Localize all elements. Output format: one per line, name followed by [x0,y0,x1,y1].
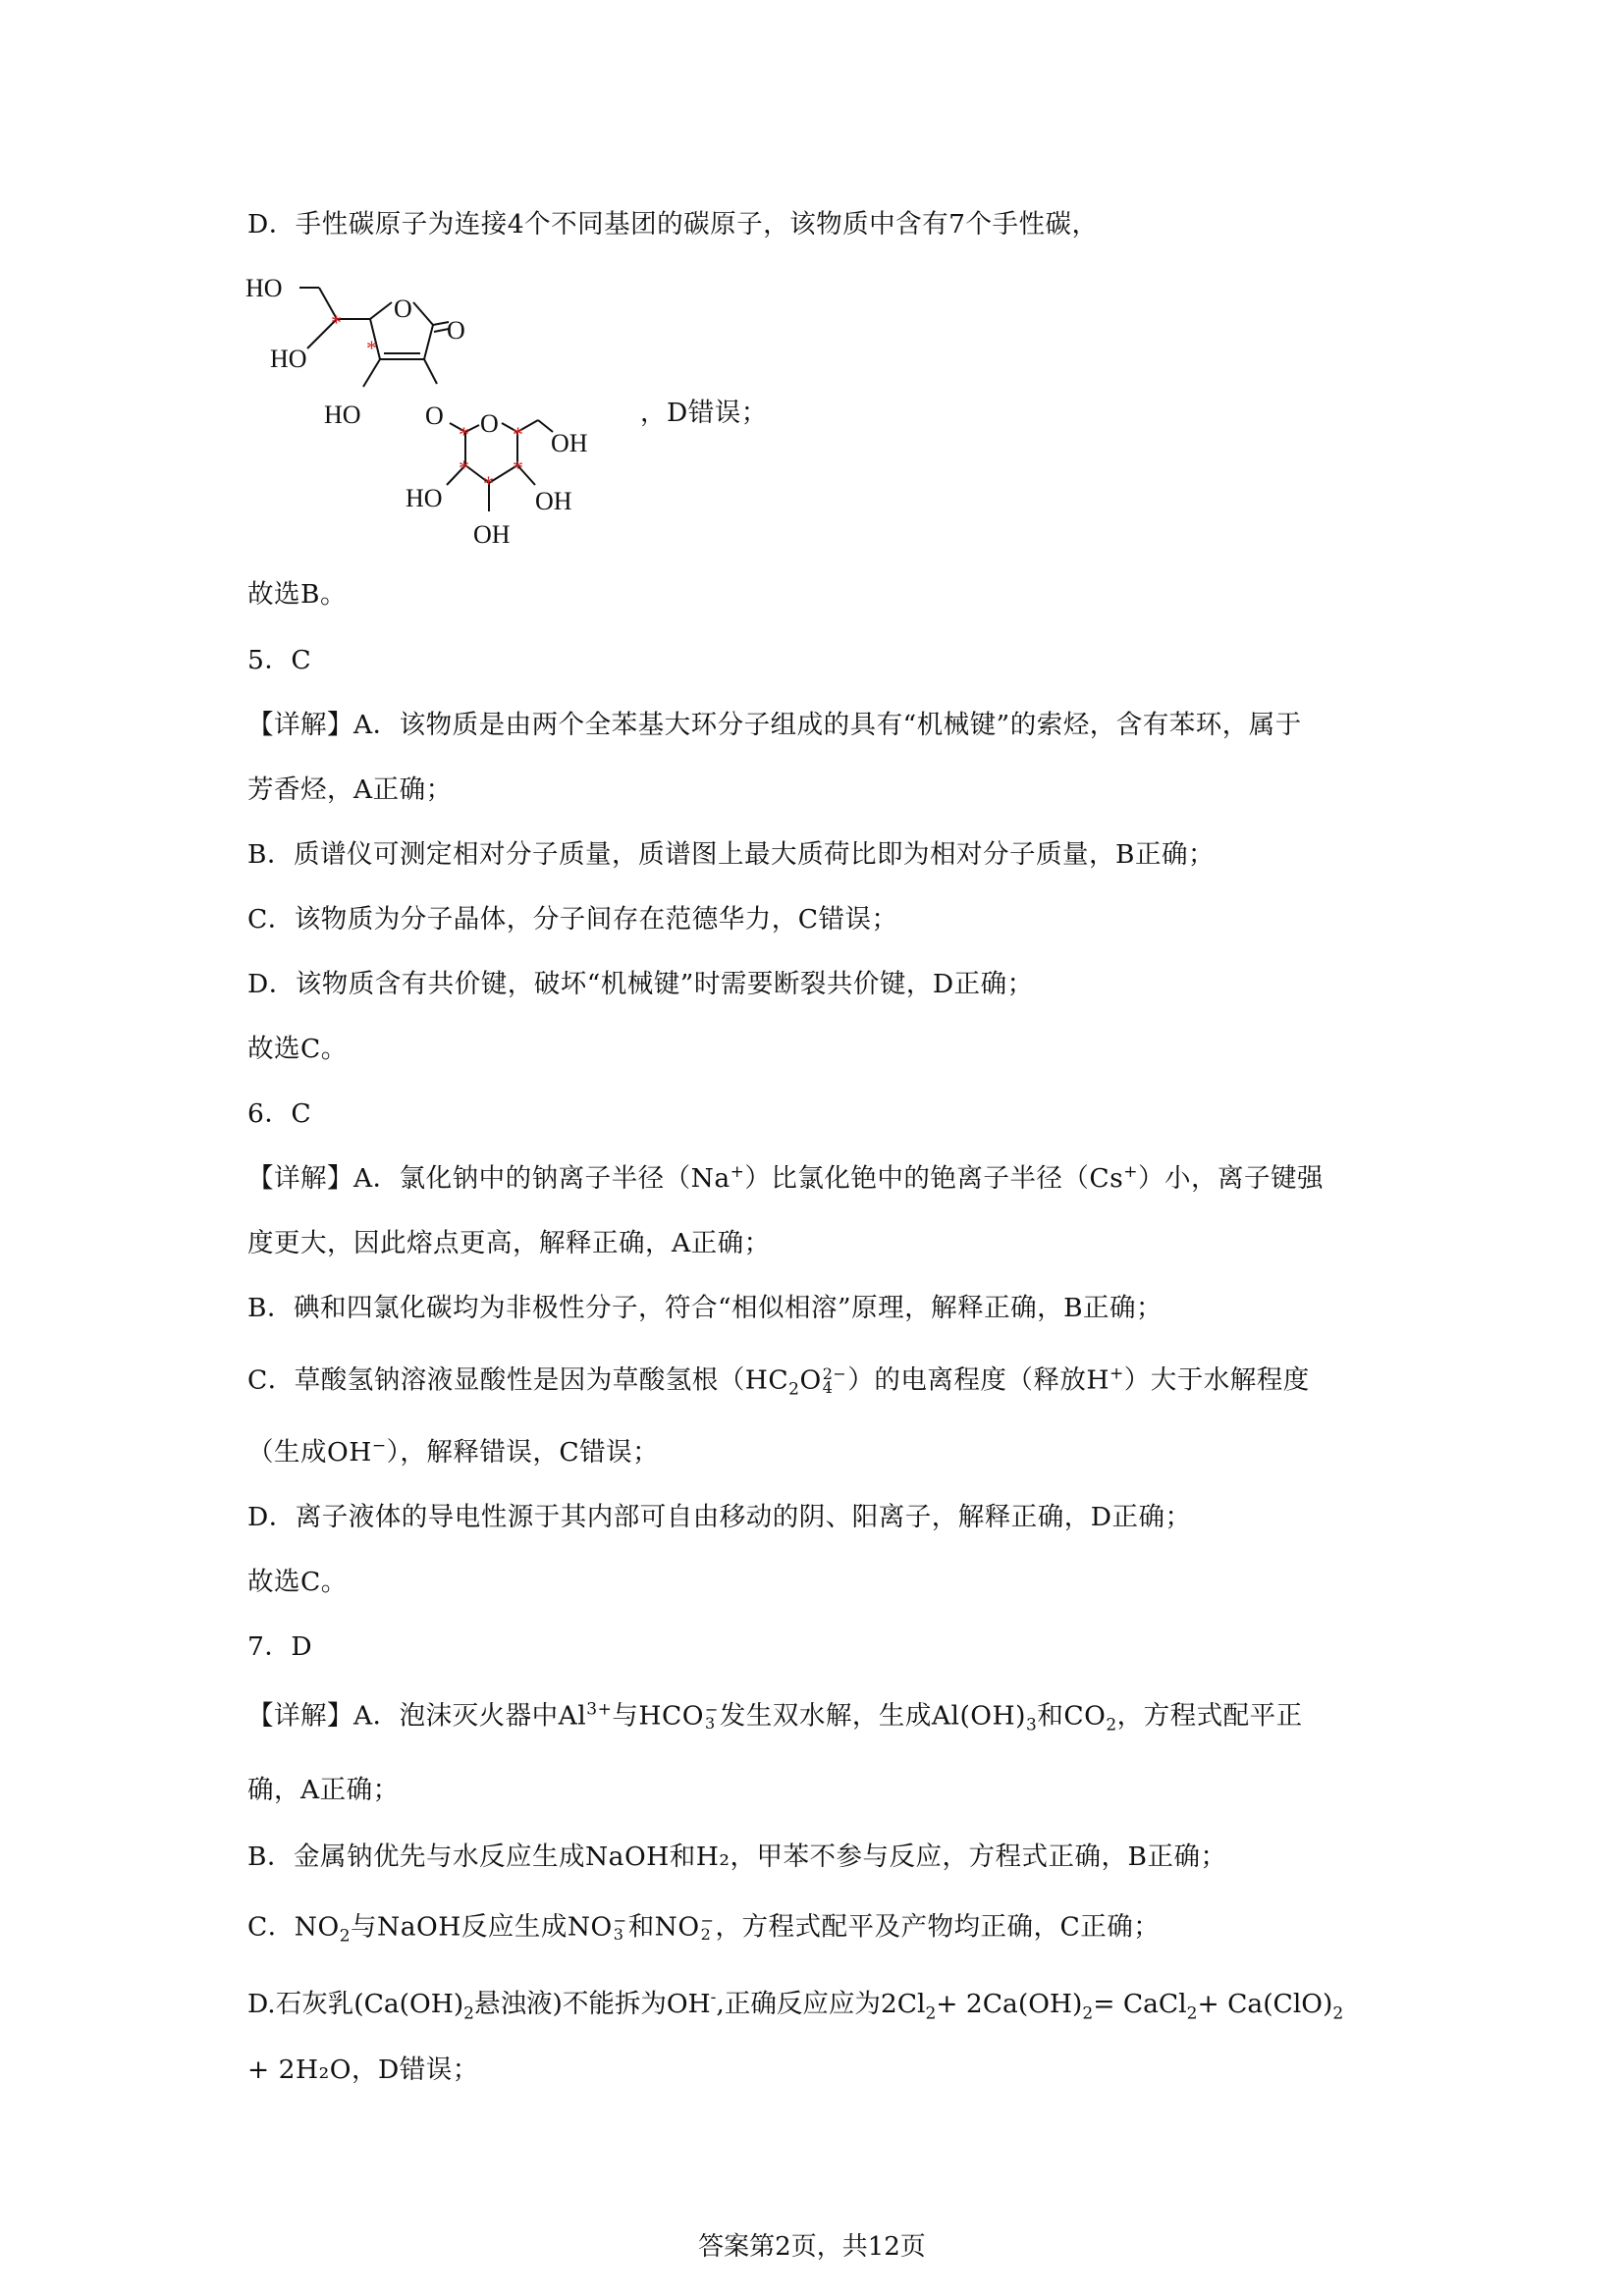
text-line: C．该物质为分子晶体，分子间存在范德华力，C错误； [247,904,898,934]
text-line: D.石灰乳($Ca(OH)_2$悬浊液)不能拆为OH-,正确反应应为$2Cl_2+ 2Ca(OH)_2=$ CaCl$_2$+ $Ca(ClO)_2$ [247,1988,1344,2024]
atom-label: HO [406,484,443,512]
atom-label: OH [551,429,588,457]
text-line: 度更大，因此熔点更高，解释正确，A正确； [247,1228,771,1258]
chemical-structure [241,263,633,550]
atom-label: O [394,294,412,323]
text-line: D．手性碳原子为连接4个不同基团的碳原子，该物质中含有7个手性碳， [247,209,1099,240]
question-number: 7．D [247,1631,313,1662]
text-line: + 2H₂O，D错误； [247,2055,479,2085]
chiral-star: * [513,455,523,480]
text-line: 故选C。 [247,1034,348,1064]
page-footer: 答案第2页，共12页 [698,2232,926,2262]
atom-label: HO [245,274,283,302]
text-line: D．该物质含有共价键，破坏“机械键”时需要断裂共价键，D正确； [247,969,1034,999]
text-line: 芳香烃，A正确； [247,774,453,805]
atom-label: OH [473,520,511,549]
text-line: B．金属钠优先与水反应生成NaOH和H₂，甲苯不参与反应，方程式正确，B正确； [247,1842,1227,1872]
text-line: B．质谱仪可测定相对分子质量，质谱图上最大质荷比即为相对分子质量，B正确； [247,839,1215,870]
atom-label: O [425,401,444,430]
atom-label: O [447,316,465,345]
text-line: B．碘和四氯化碳均为非极性分子，符合“相似相溶”原理，解释正确，B正确； [247,1293,1164,1323]
atom-label: HO [324,400,361,429]
structure-caption: ，D错误； [640,398,768,428]
text-line: C．$NO_2$与NaOH反应生成NO − 3 和NO − 2 ，方程式配平及产物均正确，C正确； [247,1911,1161,1947]
chiral-star: * [513,422,523,447]
chiral-star: * [459,422,469,447]
text-line: D．离子液体的导电性源于其内部可自由移动的阴、阳离子，解释正确，D正确； [247,1502,1192,1532]
chiral-star: * [483,471,494,496]
text-line: 故选B。 [247,579,347,610]
text-line: 【详解】A．泡沫灭火器中$Al^{3+}$与HCO − 3 发生双水解，生成$Al(OH)_3$和$CO_2$，方程式配平正 [247,1699,1303,1735]
text-line: C．草酸氢钠溶液显酸性是因为草酸氢根（$HC_2O$ 2− 4 ）的电离程度（释放H+）大于水解程度 [247,1363,1310,1400]
atom-label: OH [535,487,572,515]
atom-label: O [480,409,499,438]
chiral-star: * [459,455,469,480]
text-line: 【详解】A．该物质是由两个全苯基大环分子组成的具有“机械键”的索烃，含有苯环，属于 [247,710,1302,740]
text-line: 【详解】A．氯化钠中的钠离子半径（Na+）比氯化铯中的铯离子半径（Cs+）小，离子键强 [247,1162,1325,1194]
question-number: 6．C [247,1098,312,1129]
structure-svg [241,263,633,550]
chiral-star: * [366,336,377,360]
atom-label: HO [270,345,307,373]
question-number: 5．C [247,645,312,675]
chiral-star: * [331,310,342,335]
text-line: 故选C。 [247,1567,348,1597]
text-line: 确，A正确； [247,1775,400,1805]
text-line: （生成OH−），解释错误，C错误； [247,1436,660,1468]
structure-atom-labels [245,274,588,549]
